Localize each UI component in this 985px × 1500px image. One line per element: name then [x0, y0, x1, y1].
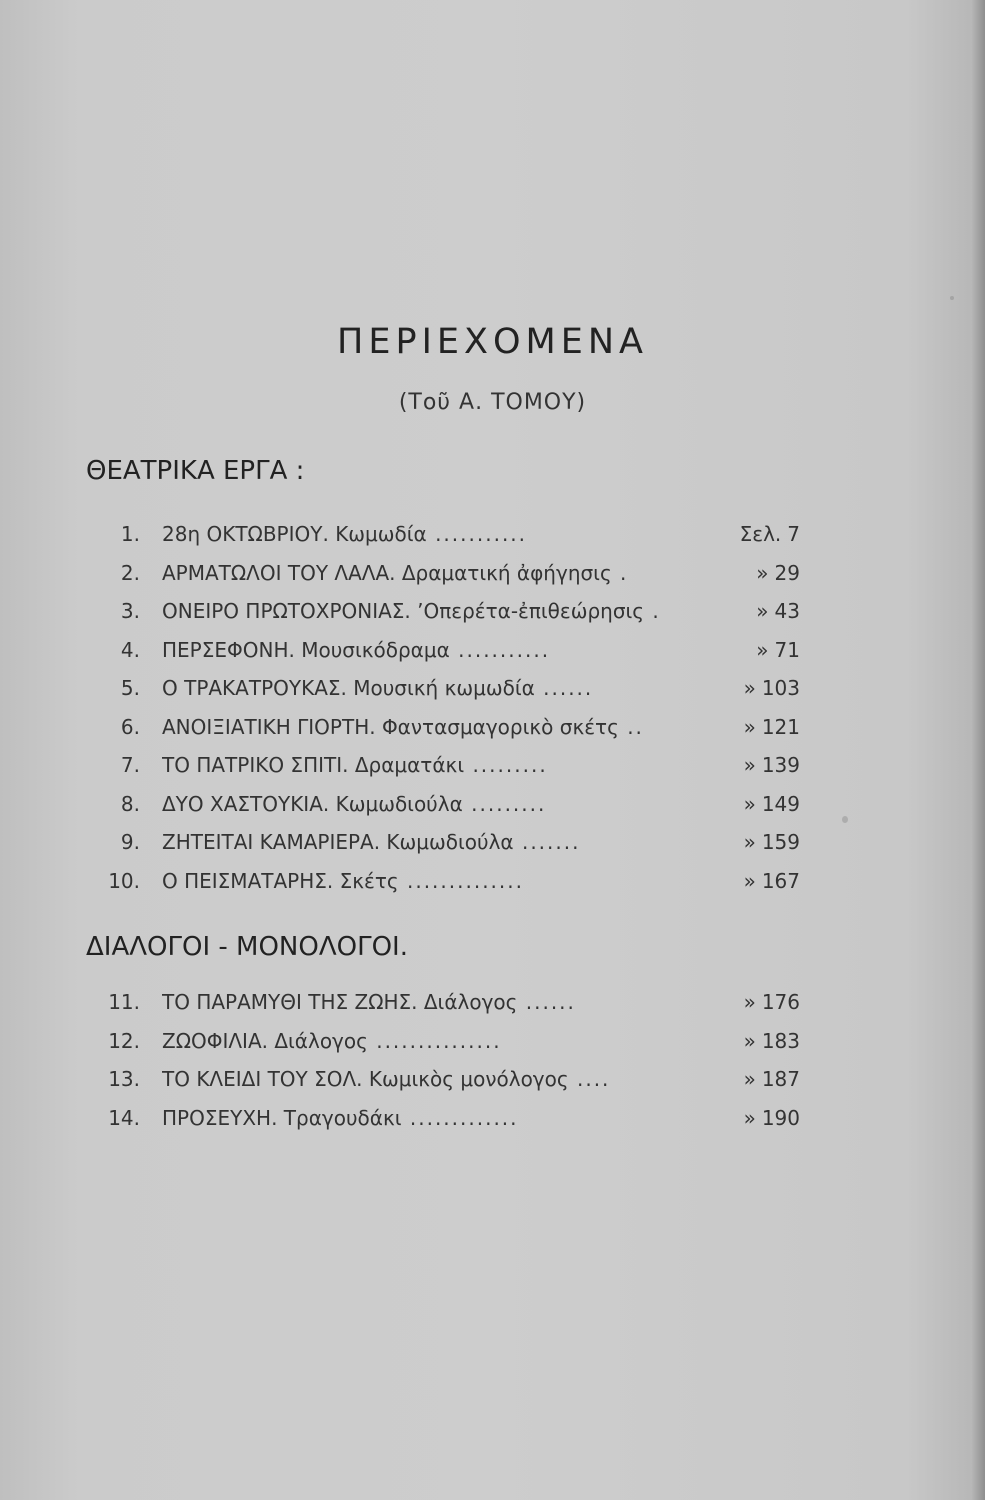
entry-title: ΖΩΟΦΙΛΙΑ. Διάλογος — [162, 1028, 368, 1053]
entry-text — [162, 830, 762, 854]
paper-mark — [842, 816, 848, 823]
entry-leader: .............. — [406, 868, 524, 893]
entry-text — [162, 522, 762, 546]
entry-page — [690, 869, 800, 893]
entry-number: 14. — [108, 1105, 140, 1130]
entry-page-prefix: » — [743, 868, 756, 893]
entry-page — [690, 792, 800, 816]
toc-entry — [100, 599, 800, 631]
toc-entry — [100, 869, 800, 901]
entry-page-number: 43 — [774, 599, 800, 623]
entry-page-prefix: » — [743, 791, 756, 816]
entry-title: ΤΟ ΠΑΡΑΜΥΘΙ ΤΗΣ ΖΩΗΣ. Διάλογος — [162, 990, 518, 1014]
entry-text — [162, 1029, 762, 1053]
entry-page-prefix: » — [743, 990, 756, 1014]
entry-number: 1. — [120, 522, 140, 546]
entry-leader: ........... — [458, 637, 551, 662]
entry-text — [162, 1067, 762, 1091]
paper-mark — [950, 296, 954, 300]
entry-number: 9. — [120, 830, 140, 854]
entry-page — [690, 1029, 800, 1053]
toc-entry — [100, 522, 800, 554]
entry-text — [162, 1106, 762, 1130]
entry-leader: ...... — [525, 990, 576, 1014]
entry-page-number: 167 — [761, 868, 800, 893]
entry-text — [162, 753, 762, 777]
entry-page — [690, 830, 800, 854]
entry-leader: . — [652, 599, 661, 623]
page-title: ΠΕΡΙΕΧΟΜΕΝΑ — [337, 322, 648, 362]
page-edge-shadow — [971, 0, 985, 1500]
entry-leader: ...... — [543, 676, 594, 700]
entry-page — [690, 561, 800, 585]
toc-entry — [100, 753, 800, 785]
entry-number: 8. — [120, 791, 140, 816]
entry-page-number: 176 — [761, 990, 800, 1014]
entry-number: 7. — [120, 753, 140, 777]
toc-entry — [100, 715, 800, 747]
entry-page-prefix: » — [743, 676, 756, 700]
entry-page — [690, 522, 800, 546]
toc-entry — [100, 676, 800, 708]
entry-title: ΤΟ ΠΑΤΡΙΚΟ ΣΠΙΤΙ. Δραματάκι — [162, 753, 465, 777]
entry-number: 11. — [108, 990, 140, 1014]
entry-page — [690, 1106, 800, 1130]
entry-page-number: 190 — [761, 1105, 800, 1130]
entry-number: 13. — [108, 1067, 140, 1091]
entry-page-number: 187 — [761, 1067, 800, 1091]
page-subtitle: (Τοῦ Α. ΤΟΜΟΥ) — [398, 390, 587, 415]
entry-number: 4. — [120, 637, 140, 662]
entry-page — [690, 715, 800, 739]
toc-entry — [100, 830, 800, 862]
entry-text — [162, 676, 762, 700]
entry-leader: ........... — [435, 522, 528, 546]
entry-page — [690, 1067, 800, 1091]
entry-text — [162, 638, 762, 662]
entry-page — [690, 676, 800, 700]
entry-text — [162, 792, 762, 816]
entry-page-number: 183 — [761, 1028, 800, 1053]
entry-page — [690, 638, 800, 662]
entry-page-number: 29 — [774, 560, 800, 585]
entry-title: Ο ΠΕΙΣΜΑΤΑΡΗΣ. Σκέτς — [162, 868, 399, 893]
entry-page — [690, 599, 800, 623]
entry-page-number: 71 — [774, 637, 800, 662]
entry-page-prefix: » — [743, 1028, 756, 1053]
entry-leader: .... — [576, 1067, 611, 1091]
entry-text — [162, 869, 762, 893]
entry-title: 28η ΟΚΤΩΒΡΙΟΥ. Κωμωδία — [162, 522, 427, 546]
entry-page-number: 159 — [761, 830, 800, 854]
entry-page-prefix: » — [743, 753, 756, 777]
entry-page-prefix: Σελ. — [739, 522, 782, 546]
entry-leader: .. — [627, 714, 644, 739]
toc-entry — [100, 1067, 800, 1099]
toc-entry — [100, 1029, 800, 1061]
entry-text — [162, 599, 762, 623]
entry-leader: ......... — [472, 753, 548, 777]
entry-page — [690, 990, 800, 1014]
toc-entry — [100, 990, 800, 1022]
entry-leader: ............. — [409, 1105, 519, 1130]
entry-page-prefix: » — [756, 599, 769, 623]
entry-title: ΠΡΟΣΕΥΧΗ. Τραγουδάκι — [162, 1105, 402, 1130]
entry-title: ΠΕΡΣΕΦΟΝΗ. Μουσικόδραμα — [162, 637, 450, 662]
entry-page-number: 149 — [761, 791, 800, 816]
toc-entry — [100, 638, 800, 670]
entry-number: 12. — [108, 1028, 140, 1053]
entry-number: 10. — [108, 868, 140, 893]
entry-number: 3. — [120, 599, 140, 623]
entry-number: 2. — [120, 560, 140, 585]
entry-page — [690, 753, 800, 777]
entry-text — [162, 990, 762, 1014]
entry-page-prefix: » — [756, 637, 769, 662]
entry-title: ΟΝΕΙΡΟ ΠΡΩΤΟΧΡΟΝΙΑΣ. ’Οπερέτα-ἐπιθεώρησις — [162, 599, 645, 623]
entry-title: ΤΟ ΚΛΕΙΔΙ ΤΟΥ ΣΟΛ. Κωμικὸς μονόλογος — [162, 1067, 569, 1091]
entry-page-prefix: » — [743, 1067, 756, 1091]
section-heading-plays: ΘΕΑΤΡΙΚΑ ΕΡΓΑ : — [86, 456, 305, 486]
entry-text — [162, 715, 762, 739]
section-heading-dialogues: ΔΙΑΛΟΓΟΙ - ΜΟΝΟΛΟΓΟΙ. — [86, 932, 408, 962]
entry-leader: . — [620, 560, 629, 585]
entry-leader: ....... — [521, 830, 581, 854]
entry-title: ΑΝΟΙΞΙΑΤΙΚΗ ΓΙΟΡΤΗ. Φαντασμαγορικὸ σκέτς — [162, 714, 619, 739]
toc-entry — [100, 561, 800, 593]
entry-page-number: 103 — [761, 676, 800, 700]
entry-title: ΑΡΜΑΤΩΛΟΙ ΤΟΥ ΛΑΛΑ. Δραματική ἀφήγησις — [162, 560, 612, 585]
entry-page-prefix: » — [756, 560, 769, 585]
entry-leader: ............... — [376, 1028, 502, 1053]
entry-text — [162, 561, 762, 585]
entry-page-number: 121 — [761, 714, 800, 739]
entry-page-prefix: » — [743, 714, 756, 739]
entry-number: 5. — [120, 676, 140, 700]
entry-title: ΔΥΟ ΧΑΣΤΟΥΚΙΑ. Κωμωδιούλα — [162, 791, 463, 816]
entry-leader: ......... — [471, 791, 547, 816]
toc-entry — [100, 1106, 800, 1138]
entry-page-number: 7 — [787, 522, 800, 546]
entry-title: ΖΗΤΕΙΤΑΙ ΚΑΜΑΡΙΕΡΑ. Κωμωδιούλα — [162, 830, 514, 854]
entry-title: Ο ΤΡΑΚΑΤΡΟΥΚΑΣ. Μουσική κωμωδία — [162, 676, 535, 700]
toc-entry — [100, 792, 800, 824]
entry-page-number: 139 — [761, 753, 800, 777]
entry-number: 6. — [120, 714, 140, 739]
entry-page-prefix: » — [743, 830, 756, 854]
entry-page-prefix: » — [743, 1105, 756, 1130]
